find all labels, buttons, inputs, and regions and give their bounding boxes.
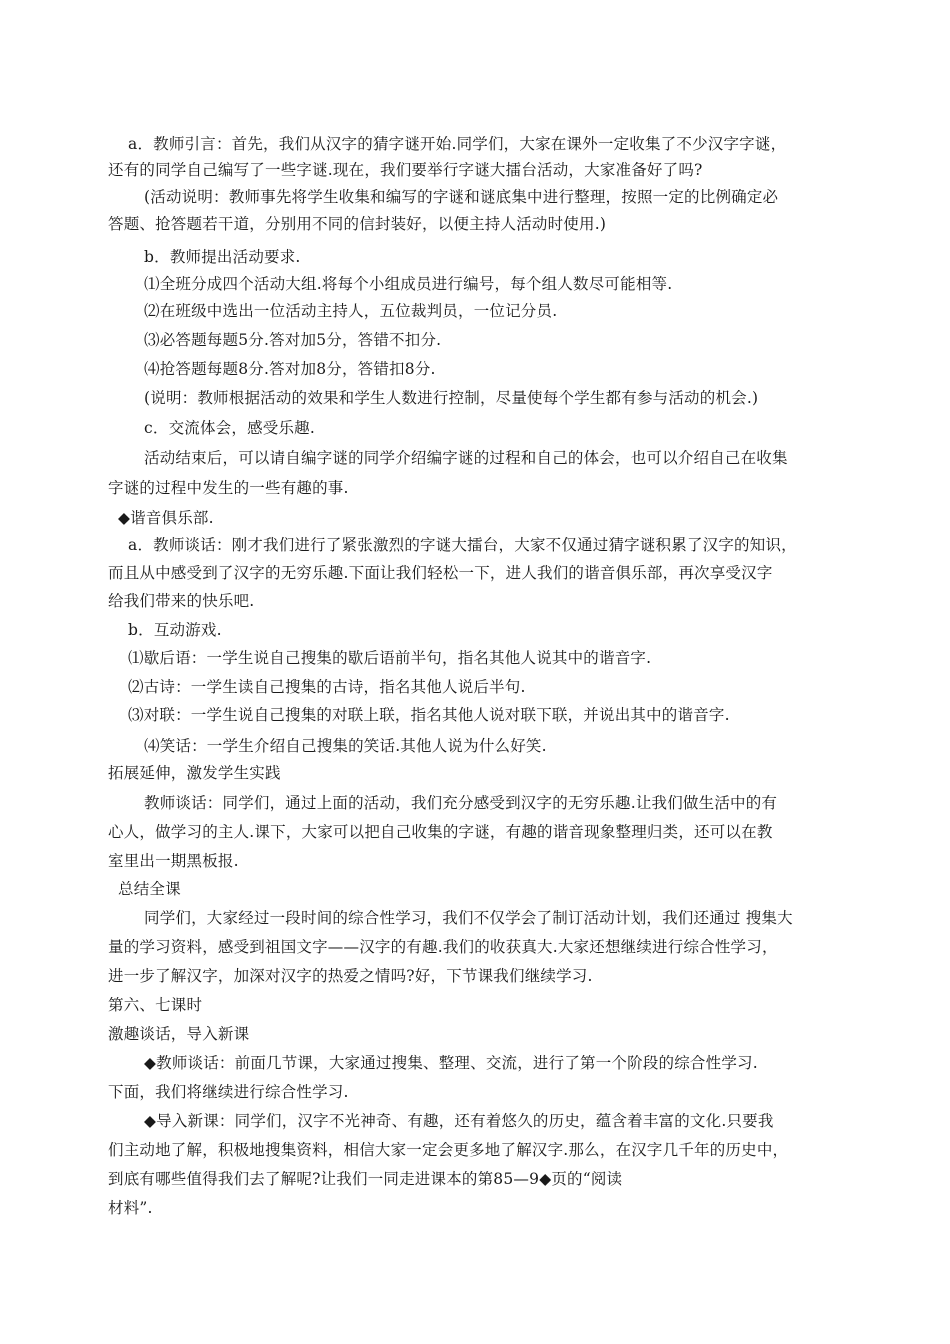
text-line: 到底有哪些值得我们去了解呢?让我们一同走进课本的第85—9◆页的“阅读 [108,1170,623,1188]
text-line: a．教师引言：首先，我们从汉字的猜字谜开始.同学们，大家在课外一定收集了不少汉字字谜， [128,135,787,153]
text-line: b．教师提出活动要求. [144,248,301,266]
text-line: 答题、抢答题若干道，分别用不同的信封装好，以便主持人活动时使用.) [108,215,607,233]
text-line: 量的学习资料，感受到祖国文字——汉字的有趣.我们的收获真大.大家还想继续进行综合性学习， [108,938,778,956]
text-line: ⑶必答题每题5分.答对加5分，答错不扣分. [144,331,442,349]
text-line: 给我们带来的快乐吧. [108,592,255,610]
section-heading: 激趣谈话，导入新课 [108,1025,250,1043]
text-line: (活动说明：教师事先将学生收集和编写的字谜和谜底集中进行整理，按照一定的比例确定必 [144,188,779,206]
text-line: ⑴歇后语：一学生说自己搜集的歇后语前半句，指名其他人说其中的谐音字. [128,649,652,667]
text-line: ◆谐音俱乐部. [118,509,214,527]
text-line: 教师谈话：同学们，通过上面的活动，我们充分感受到汉字的无穷乐趣.让我们做生活中的有 [144,794,778,812]
text-line: 还有的同学自己编写了一些字谜.现在，我们要举行字谜大擂台活动，大家准备好了吗? [108,161,703,179]
text-line: 材料”. [108,1199,153,1217]
text-line: 而且从中感受到了汉字的无穷乐趣.下面让我们轻松一下，进人我们的谐音俱乐部，再次享受汉字 [108,564,773,582]
text-line: 室里出一期黑板报. [108,852,239,870]
text-line: 字谜的过程中发生的一些有趣的事. [108,479,349,497]
text-line: ⑷抢答题每题8分.答对加8分，答错扣8分. [144,360,436,378]
text-line: 同学们，大家经过一段时间的综合性学习，我们不仅学会了制订活动计划，我们还通过 搜集大 [144,909,793,927]
text-line: ⑴全班分成四个活动大组.将每个小组成员进行编号，每个组人数尽可能相等. [144,275,673,293]
section-heading: 总结全课 [118,880,181,898]
text-line: ⑶对联：一学生说自己搜集的对联上联，指名其他人说对联下联，并说出其中的谐音字. [128,706,730,724]
text-line: ⑵古诗：一学生读自己搜集的古诗，指名其他人说后半句. [128,678,526,696]
section-heading: 第六、七课时 [108,996,203,1014]
text-line: ◆导入新课：同学们，汉字不光神奇、有趣，还有着悠久的历史，蕴含着丰富的文化.只要我 [144,1112,774,1130]
text-line: b．互动游戏. [128,621,222,639]
text-line: ◆教师谈话：前面几节课，大家通过搜集、整理、交流，进行了第一个阶段的综合性学习. [144,1054,758,1072]
text-line: 活动结束后，可以请自编字谜的同学介绍编字谜的过程和自己的体会，也可以介绍自己在收集 [144,449,788,467]
text-line: ⑷笑话：一学生介绍自己搜集的笑话.其他人说为什么好笑. [144,737,547,755]
text-line: 们主动地了解，积极地搜集资料，相信大家一定会更多地了解汉字.那么，在汉字几千年的历史中， [108,1141,789,1159]
text-line: a．教师谈话：刚才我们进行了紧张激烈的字谜大擂台，大家不仅通过猜字谜积累了汉字的知识， [128,536,797,554]
text-line: 下面，我们将继续进行综合性学习. [108,1083,349,1101]
text-line: (说明：教师根据活动的效果和学生人数进行控制，尽量使每个学生都有参与活动的机会.) [144,389,759,407]
text-line: c．交流体会，感受乐趣. [144,419,316,437]
section-heading: 拓展延伸，激发学生实践 [108,764,281,782]
text-line: 进一步了解汉字，加深对汉字的热爱之情吗?好，下节课我们继续学习. [108,967,593,985]
text-line: ⑵在班级中选出一位活动主持人，五位裁判员，一位记分员. [144,302,558,320]
text-line: 心人，做学习的主人.课下，大家可以把自己收集的字谜，有趣的谐音现象整理归类，还可以在教 [108,823,773,841]
